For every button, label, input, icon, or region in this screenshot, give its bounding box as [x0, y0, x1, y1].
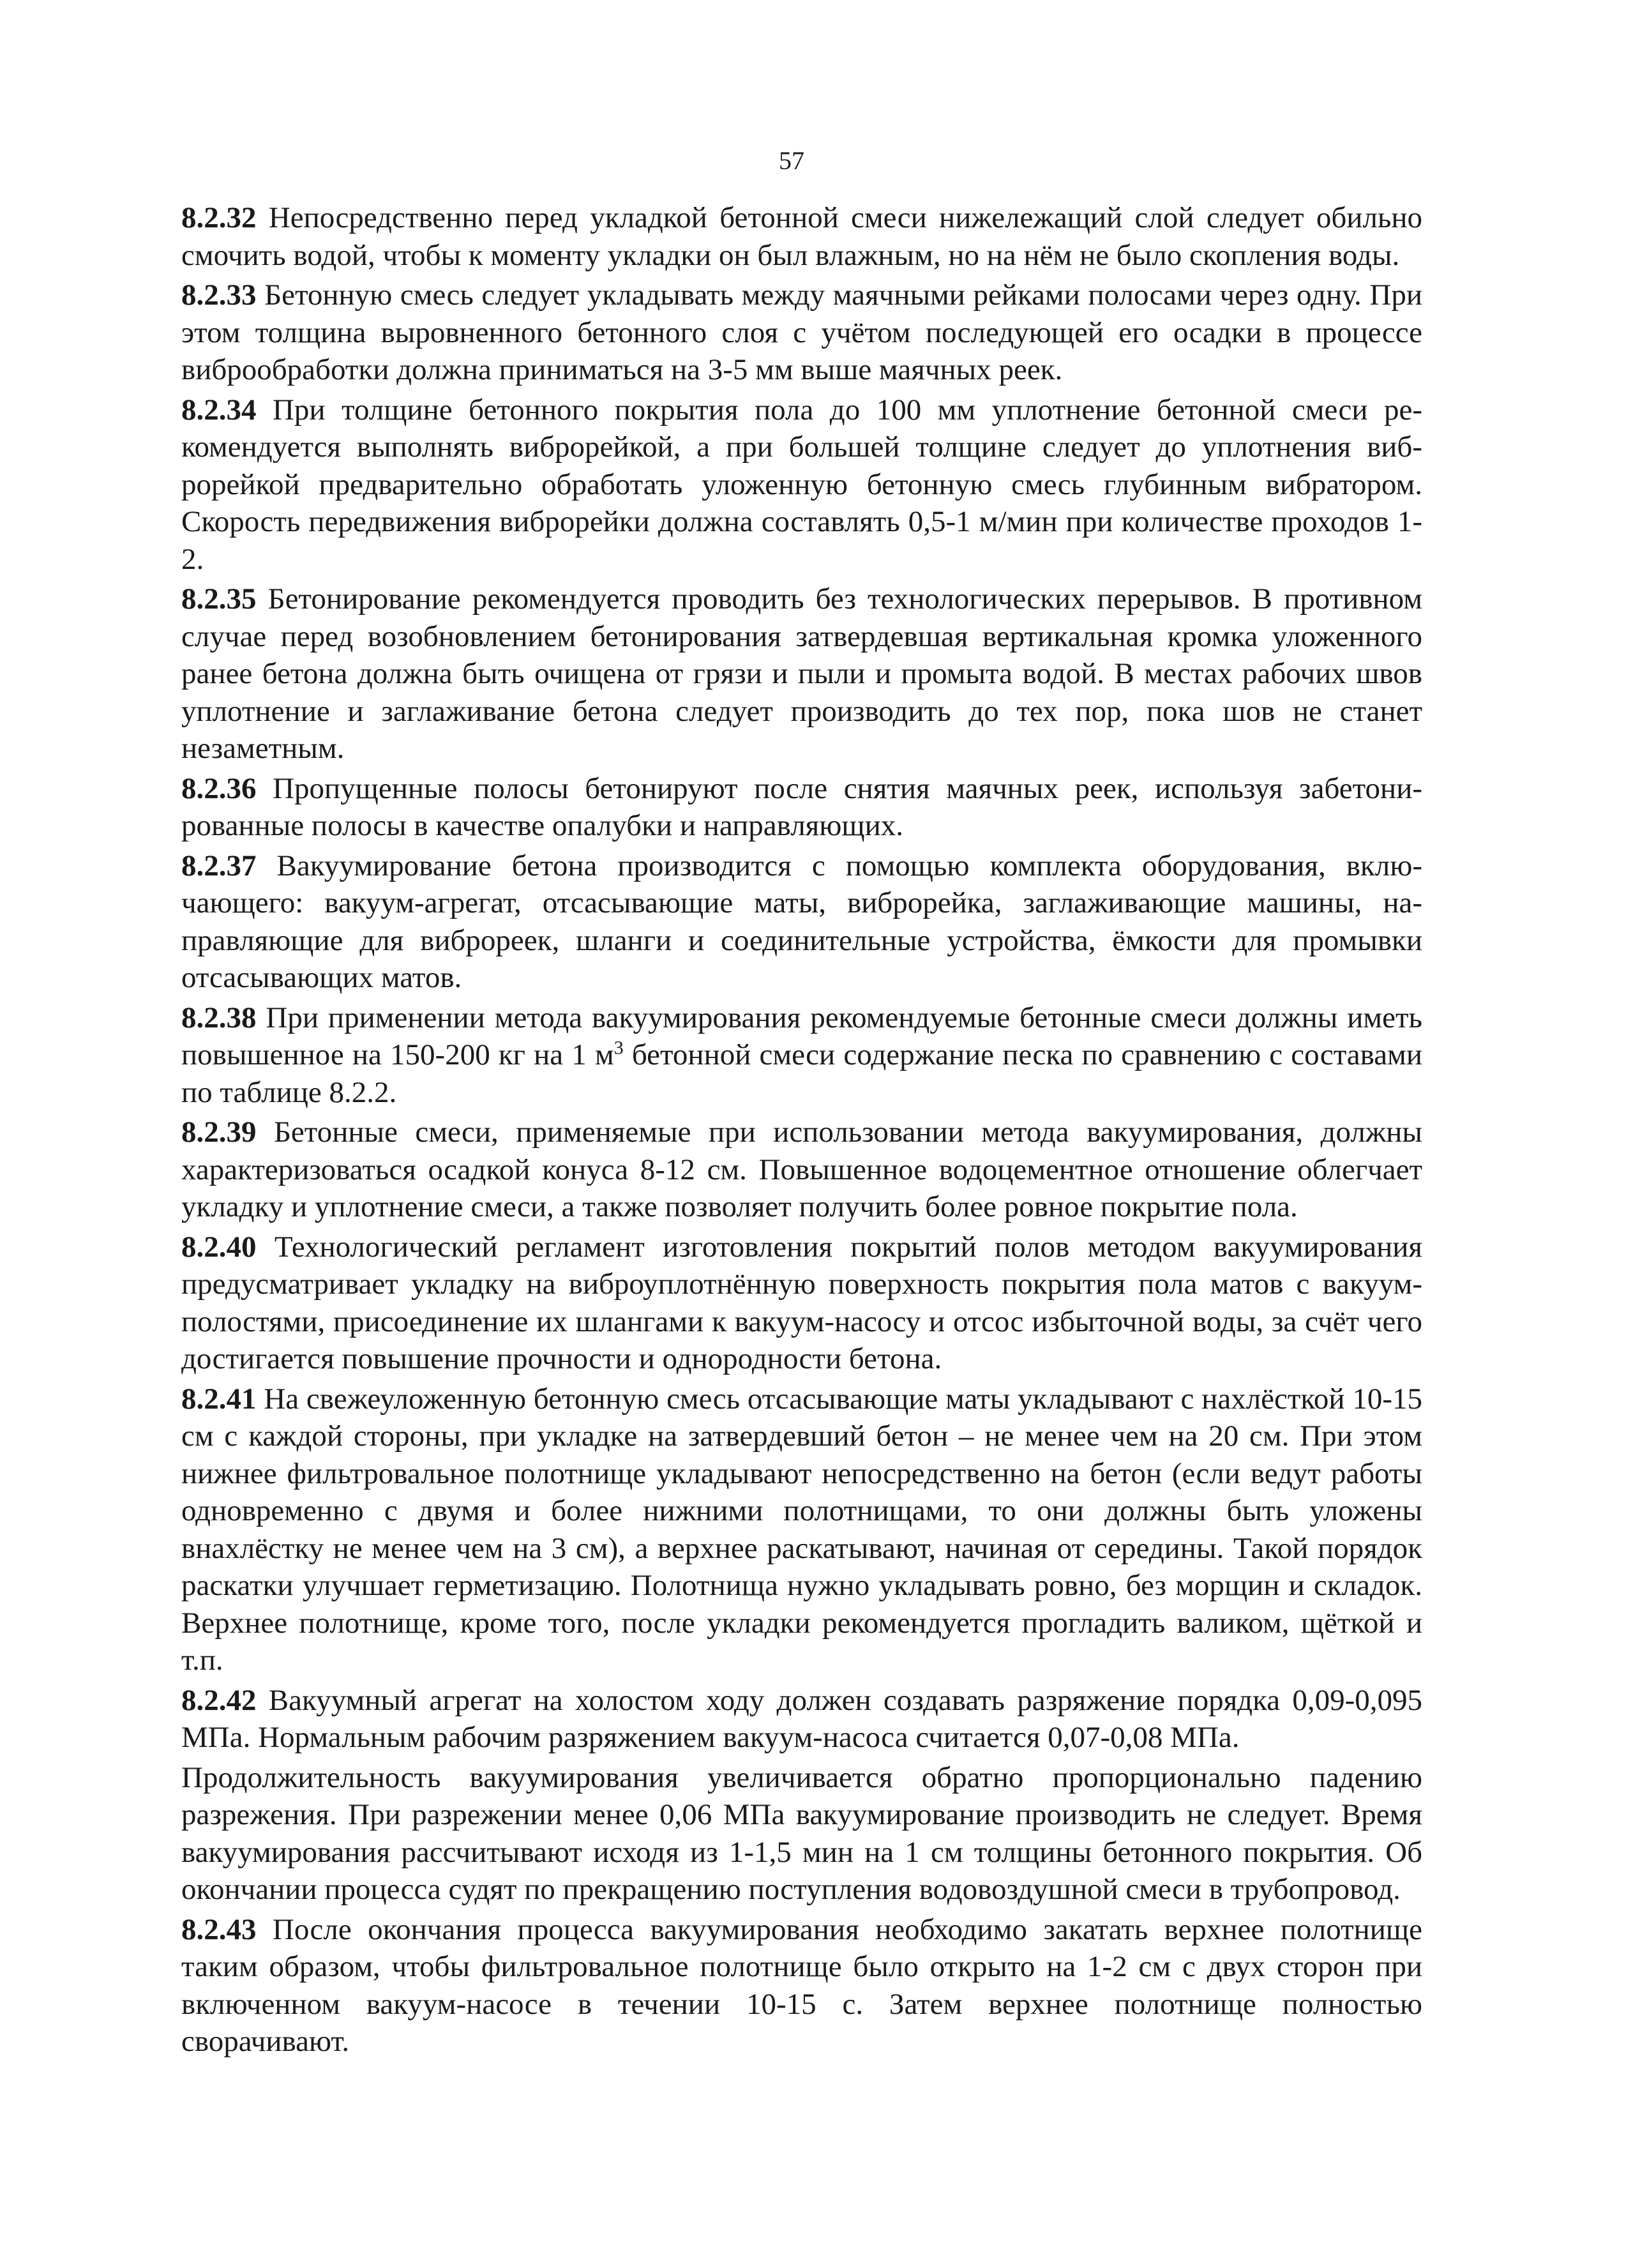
clause-number: 8.2.39: [181, 1115, 257, 1149]
clause-number: 8.2.42: [181, 1683, 257, 1717]
clause-text: На свежеуложенную бетонную смесь отсасывающие маты укладывают с нахлёсткой 10-15 см с каждой стороны, при укладке на затвердевший бетон – не менее чем на 20 см. При этом нижнее фильтровальное полотнище укладывают непосредственно на бетон (если ведут работы одновременно с двумя и более нижними полотнищами, то они должны быть уложены внахлёстку не менее чем на 3 см), а верхнее раскатывают, начиная от середины. Такой порядок раскатки улучшает герметизацию. Полотнища нужно укладывать ровно, без морщин и складок. Верхнее полотнище, кроме того, после укладки рекомендуется прогладить валиком, щёткой и т.п.: [181, 1382, 1422, 1677]
clause-text: Технологический регламент изготовления покрытий полов методом вакуумирования предусматривает укладку на виброуплотнённую поверхность покрытия пола матов с вакуум-полостями, присоединение их шлангами к вакуум-насосу и отсос избыточной воды, за счёт чего достигается повышение прочности и однородности бетона.: [181, 1230, 1422, 1375]
clause-number: 8.2.41: [181, 1382, 257, 1416]
document-body: [181, 199, 1422, 2063]
superscript-cubic: 3: [613, 1037, 624, 1059]
clause-text: Бетонную смесь следует укладывать между маячными рейками полосами через одну. При этом толщина выровненного бетонного слоя с учётом последующей его осадки в процессе виброобработки должна приниматься на 3-5 мм выше маячных реек.: [181, 278, 1422, 386]
clause-text: Пропущенные полосы бетонируют после снятия маячных реек, используя забетонированные полосы в качестве опалубки и направляющих.: [181, 771, 1422, 842]
paragraph-8-2-34: [181, 391, 1422, 578]
paragraph-8-2-43: [181, 1911, 1422, 2060]
clause-number: 8.2.40: [181, 1230, 257, 1264]
paragraph-8-2-33: [181, 276, 1422, 389]
paragraph-8-2-32: [181, 199, 1422, 274]
clause-number: 8.2.36: [181, 771, 257, 805]
clause-number: 8.2.32: [181, 201, 257, 234]
clause-text: Вакуумный агрегат на холостом ходу должен создавать разряжение порядка 0,09-0,095 МПа. Нормальным рабочим разряжением вакуум-насоса считается 0,07-0,08 МПа.: [181, 1683, 1422, 1754]
clause-text-continued: бетонной смеси содержание песка по сравнению с составами по таблице 8.2.2.: [181, 1038, 1423, 1109]
clause-text: Бетонные смеси, применяемые при использовании метода вакуумирования, должны характеризоваться осадкой конуса 8-12 см. Повышенное водоцементное отношение облегчает укладку и уплотнение смеси, а также позволяет получить более ровное покрытие пола.: [181, 1115, 1422, 1223]
clause-text: Вакуумирование бетона производится с помощью комплекта оборудования, включающего: вакуум-агрегат, отсасывающие маты, виброрейка, заглаживающие машины, направляющие для виброреек, шланги и соединительные устройства, ёмкости для промывки отсасывающих матов.: [181, 849, 1422, 994]
clause-text: При толщине бетонного покрытия пола до 100 мм уплотнение бетонной смеси рекомендуется выполнять виброрейкой, а при большей толщине следует до уплотнения виброрейкой предварительно обработать уложенную бетонную смесь глубинным вибратором. Скорость передвижения виброрейки должна составлять 0,5-1 м/мин при количестве проходов 1-2.: [181, 393, 1422, 576]
paragraph-8-2-42: [181, 1682, 1422, 1757]
clause-text: Бетонирование рекомендуется проводить без технологических перерывов. В противном случае перед возобновлением бетонирования затвердевшая вертикальная кромка уложенного ранее бетона должна быть очищена от грязи и пыли и промыта водой. В местах рабочих швов уплотнение и заглаживание бетона следует производить до тех пор, пока шов не станет незаметным.: [181, 582, 1422, 765]
page-number: 57: [779, 146, 804, 175]
clause-text: При применении метода вакуумирования рекомендуемые бетонные смеси должны иметь повышенное на 150-200 кг на 1 м: [181, 1001, 1422, 1071]
paragraph-8-2-38: [181, 999, 1422, 1112]
paragraph-8-2-39: [181, 1114, 1422, 1226]
clause-text: Продолжительность вакуумирования увеличивается обратно пропорционально падению разрежения. При разрежении менее 0,06 МПа вакуумирование производить не следует. Время вакуумирования рассчитывают исходя из 1-1,5 мин на 1 см толщины бетонного покрытия. Об окончании процесса судят по прекращению поступления водовоздушной смеси в трубопровод.: [181, 1760, 1422, 1906]
paragraph-8-2-36: [181, 770, 1422, 845]
paragraph-8-2-35: [181, 580, 1422, 767]
paragraph-8-2-42-continued: [181, 1759, 1422, 1909]
paragraph-8-2-41: [181, 1380, 1422, 1679]
clause-number: 8.2.34: [181, 393, 257, 427]
clause-text: Непосредственно перед укладкой бетонной смеси нижележащий слой следует обильно смочить водой, чтобы к моменту укладки он был влажным, но на нём не было скопления воды.: [181, 201, 1422, 272]
paragraph-8-2-40: [181, 1228, 1422, 1378]
clause-number: 8.2.43: [181, 1912, 257, 1946]
clause-number: 8.2.33: [181, 278, 257, 312]
clause-number: 8.2.35: [181, 582, 257, 616]
clause-number: 8.2.37: [181, 849, 257, 882]
clause-number: 8.2.38: [181, 1001, 257, 1034]
paragraph-8-2-37: [181, 847, 1422, 997]
clause-text: После окончания процесса вакуумирования необходимо закатать верхнее полотнище таким образом, чтобы фильтровальное полотнище было открыто на 1-2 см с двух сторон при включенном вакуум-насосе в течении 10-15 с. Затем верхнее полотнище полностью сворачивают.: [181, 1912, 1422, 2058]
